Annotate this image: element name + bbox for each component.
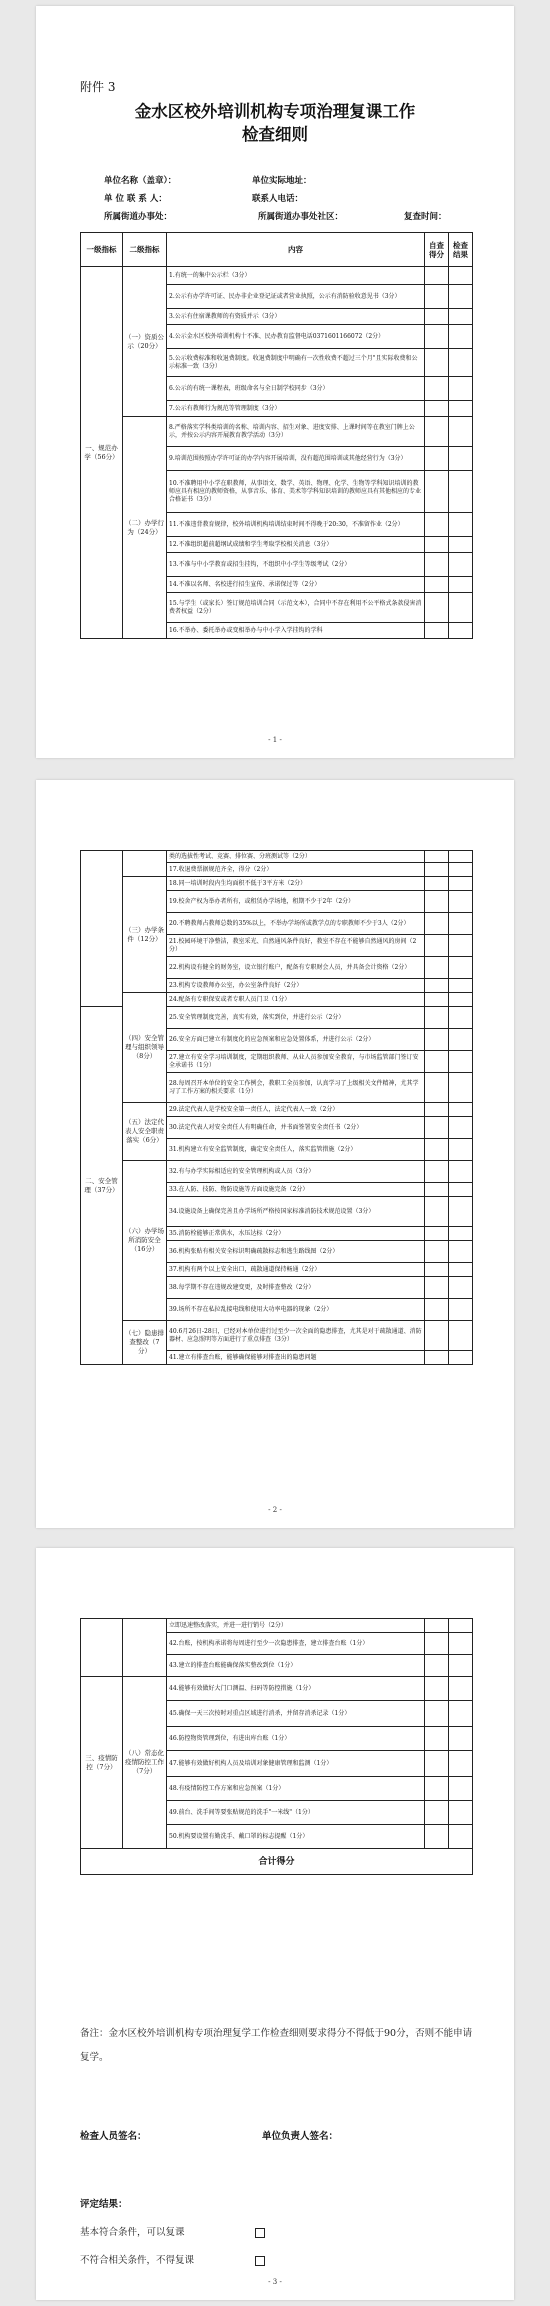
item-cell: 22.机构设有健全的财务室，设立银行账户，配备有专职财会人员，并具备会计资格（2分） <box>167 957 425 979</box>
table-row <box>81 267 473 285</box>
item-cell: 50.机构要设置有勤洗手、戴口罩的标志提醒（1分） <box>167 1825 425 1849</box>
item-cell: 12.不准组织超前超纲试成绩和学生考取学校相关消息（3分） <box>167 537 425 553</box>
item-cell: 1.有统一的集中公示栏（3分） <box>167 267 425 285</box>
item-cell: 35.消防栓能够正常供水，水压达标（2分） <box>167 1227 425 1241</box>
total-score-label: 合计得分 <box>81 1849 473 1875</box>
attachment-label: 附件 3 <box>80 80 116 94</box>
contact-field: 单 位 联 系 人： <box>104 194 167 204</box>
item-cell: 25.安全管理制度完善，真实有效，落实到位，并进行公示（2分） <box>167 1007 425 1029</box>
header-self-score: 自查得分 <box>425 233 449 267</box>
item-cell: 8.严格落实学科类培训的名称、培训内容、招生对象、进度安排、上课时间等在教室门牌上公示，并按公示内容开展教育教学活动（3分） <box>167 417 425 447</box>
item-cell: 31.机构建立有安全监管制度，确定安全责任人，落实监管措施（2分） <box>167 1139 425 1161</box>
page-number: - 1 - <box>268 736 282 744</box>
total-row <box>81 1849 473 1875</box>
item-cell: 44.能够有效做好大门口测温、扫码等防控措施（1分） <box>167 1677 425 1701</box>
item-cell: 3.公示有住宿课教师的有资质并示（3分） <box>167 309 425 325</box>
category-cell: 一、规范办学（56分） <box>81 267 123 639</box>
item-cell: 4.公示金水区校外培训机构十不准、民办教育监督电话0371601166072（2分） <box>167 325 425 349</box>
page-number: - 2 - <box>268 1506 282 1514</box>
subcategory-cell: （二）办学行为（24分） <box>123 417 167 639</box>
item-cell: 24.配备有专职保安或者专职人员门卫（1分） <box>167 993 425 1007</box>
table-row <box>81 1161 473 1183</box>
table-row <box>81 1677 473 1701</box>
item-cell: 10.不准聘用中小学在职教师，从事语文、数学、英语、物理、化学、生物等学科知识培训的教师应具有相应的教师资格，从事音乐、体育、美术等学科知识培训的教师应具有其他相应的专业合格证书（3分） <box>167 471 425 513</box>
item-cell: 9.培训范围按照办学许可证的办学内容开展培训，没有超范围培训或其他经营行为（3分） <box>167 447 425 471</box>
subcategory-cell: （一）资质公示（20分） <box>123 267 167 417</box>
item-cell: 43.建立的排查台账能确保落实整改到位（1分） <box>167 1655 425 1677</box>
item-cell: 37.机构有两个以上安全出口，疏散通道保持畅通（2分） <box>167 1263 425 1277</box>
inspector-signature-label: 检查人员签名： <box>80 2131 147 2142</box>
item-cell: 14.不准以名师、名校进行招生宣传、承诺保过等（2分） <box>167 577 425 593</box>
evaluation-result-heading: 评定结果： <box>80 2199 128 2210</box>
document-subtitle: 检查细则 <box>242 125 308 144</box>
result-fail-option <box>80 2252 265 2266</box>
item-cell: 47.能够有效做好机构人员及培训对象健康管理和监测（1分） <box>167 1751 425 1777</box>
item-cell: 7.公示有教师行为规范等管理制度（3分） <box>167 401 425 417</box>
header-check-result: 检查结果 <box>449 233 473 267</box>
table-row <box>81 1619 473 1633</box>
item-cell: 41.建立有排查台账，能够确保能够对排查出的隐患问题 <box>167 1351 425 1365</box>
header-content: 内容 <box>167 233 425 267</box>
category-cell: 三、疫情防控（7分） <box>81 1677 123 1849</box>
item-cell: 20.不聘教师占教师总数的35%以上，不举办学场所或教学点的专职教师不少于3人（2分） <box>167 913 425 935</box>
item-cell: 19.校舍产权为举办者所有，或租赁办学场地，租期不少于2年（2分） <box>167 891 425 913</box>
subcategory-cell: （四）安全管理与组织领导（8分） <box>123 993 167 1103</box>
item-cell: 5.公示收费标准和收退费制度。收退费制度中明确有一次性收费不超过三个月"且实际收费和公示标准一致（3分） <box>167 349 425 377</box>
item-cell: 32.有与办学实际相适应的安全管理机构或人员（3分） <box>167 1161 425 1183</box>
document-title: 金水区校外培训机构专项治理复课工作 <box>134 102 416 121</box>
principal-signature-label: 单位负责人签名： <box>262 2131 339 2142</box>
result-pass-label: 基本符合条件，可以复课 <box>80 2227 185 2238</box>
result-pass-option <box>80 2224 265 2238</box>
header-level2: 二级指标 <box>123 233 167 267</box>
table-row <box>81 1103 473 1117</box>
result-fail-checkbox[interactable] <box>255 2256 265 2266</box>
item-cell: 29.法定代表人是学校安全第一责任人，法定代表人一致（2分） <box>167 1103 425 1117</box>
item-cell: 16.不举办、委托举办或变相举办与中小学入学挂钩的学科 <box>167 623 425 639</box>
table-row <box>81 877 473 891</box>
item-cell: 45.确保一天三次按时对重点区域进行消杀，并留存消杀记录（1分） <box>167 1701 425 1727</box>
item-cell: 立即迅速整改落实，并进一进行销号（2分） <box>167 1619 425 1633</box>
item-cell: 40.6月26日-28日，已经对本单位进行过至少一次全面的隐患排查，尤其是对于疏散通道、消防器材、应急照明等方面进行了重点排查（3分） <box>167 1321 425 1351</box>
review-time-field: 复查时间： <box>404 212 447 222</box>
unit-name-field: 单位名称（盖章）： <box>104 176 177 186</box>
table-row <box>81 993 473 1007</box>
table-header-row <box>81 233 473 267</box>
page-3 <box>36 1548 514 2300</box>
item-cell: 6.公示的有统一课程表，班级命名与全日制学校同步（3分） <box>167 377 425 401</box>
checklist-table-1 <box>80 232 473 639</box>
page-2 <box>36 780 514 1528</box>
item-cell: 17.收退费票据规范齐全，得分（2分） <box>167 863 425 877</box>
item-cell: 类的选拔性考试、竞赛、排位赛、分班测试等（2分） <box>167 851 425 863</box>
community-field: 所属街道办事处社区： <box>258 212 344 222</box>
checklist-table-2 <box>80 850 473 1365</box>
page-number: - 3 - <box>268 2278 282 2286</box>
subcategory-cell: （五）法定代表人安全职责落实（6分） <box>123 1103 167 1161</box>
item-cell: 21.校园环境干净整洁，教室采光、自然通风条件良好，教室不存在不能够自然通风的房间（2分） <box>167 935 425 957</box>
header-level1: 一级指标 <box>81 233 123 267</box>
item-cell: 33.在人防、技防、物防设施等方面设施完备（2分） <box>167 1183 425 1197</box>
table-row <box>81 851 473 863</box>
remark-note: 备注：金水区校外培训机构专项治理复学工作检查细则要求得分不得低于90分，否则不能申请复学。 <box>80 2028 473 2063</box>
item-cell: 18.同一培训时段内生均面积不低于3平方米（2分） <box>167 877 425 891</box>
item-cell: 42.台账，按机构承诺将每周进行至少一次隐患排查，建立排查台账（1分） <box>167 1633 425 1655</box>
table-row <box>81 1321 473 1351</box>
item-cell: 15.与学生（或家长）签订规范培训合同（示范文本），合同中不存在利用不公平格式条款侵害消费者权益（2分） <box>167 593 425 623</box>
street-office-field: 所属街道办事处： <box>104 212 173 222</box>
item-cell: 34.设施设备上确保完善且办学场所严格按国家标准消防技术规范设置（3分） <box>167 1197 425 1227</box>
subcategory-cell: （七）隐患排查整改（7分） <box>123 1321 167 1365</box>
subcategory-cell: （八）常态化疫情防控工作（7分） <box>123 1677 167 1849</box>
item-cell: 39.场所不存在私拉乱接电线和使用大功率电器的现象（2分） <box>167 1299 425 1321</box>
address-field: 单位实际地址： <box>252 176 312 186</box>
item-cell: 49.前台、洗手间等要张贴规范的洗手"一米线"（1分） <box>167 1801 425 1825</box>
item-cell: 28.每周召开本单位的安全工作例会，教职工全员参加，认真学习了上级相关文件精神，尤其学习了工作方案的相关要求（1分） <box>167 1073 425 1103</box>
subcategory-cell: （三）办学条件（12分） <box>123 877 167 993</box>
item-cell: 11.不准违背教育规律，校外培训机构培训结束时间不得晚于20:30，不准留作业（2分） <box>167 513 425 537</box>
item-cell: 27.建立有安全学习培训制度，定期组织教师、从业人员参加安全教育，与市场监管部门签订安全承诺书（1分） <box>167 1051 425 1073</box>
subcategory-cell: （六）办学场所消防安全（16分） <box>123 1161 167 1321</box>
item-cell: 38.每学期不存在违规改建变更，及时排查整改（2分） <box>167 1277 425 1299</box>
category-cell: 二、安全管理（37分） <box>81 1007 123 1365</box>
page-1 <box>36 6 514 758</box>
item-cell: 26.安全方面已建立有制度化的应急预案和应急处置体系，并进行公示（2分） <box>167 1029 425 1051</box>
item-cell: 13.不准与中小学教育或招生挂钩，不组织中小学生等级考试（2分） <box>167 553 425 577</box>
item-cell: 46.防控物资管理到位，有进出库台账（1分） <box>167 1727 425 1751</box>
item-cell: 2.公示有办学许可证、民办非企业登记证或者营业执照，公示有消防验收意见书（3分） <box>167 285 425 309</box>
checklist-table-3 <box>80 1618 473 1875</box>
result-pass-checkbox[interactable] <box>255 2228 265 2238</box>
table-row <box>81 417 473 447</box>
item-cell: 23.机构专设教师办公室，办公室条件良好（2分） <box>167 979 425 993</box>
item-cell: 36.机构张贴有相关安全标识明确疏散标志和逃生路线图（2分） <box>167 1241 425 1263</box>
item-cell: 48.有疫情防控工作方案和应急预案（1分） <box>167 1777 425 1801</box>
result-fail-label: 不符合相关条件，不得复课 <box>80 2255 195 2266</box>
phone-field: 联系人电话： <box>252 194 304 204</box>
item-cell: 30.法定代表人对安全责任人有明确任命，并书面签署安全责任书（2分） <box>167 1117 425 1139</box>
